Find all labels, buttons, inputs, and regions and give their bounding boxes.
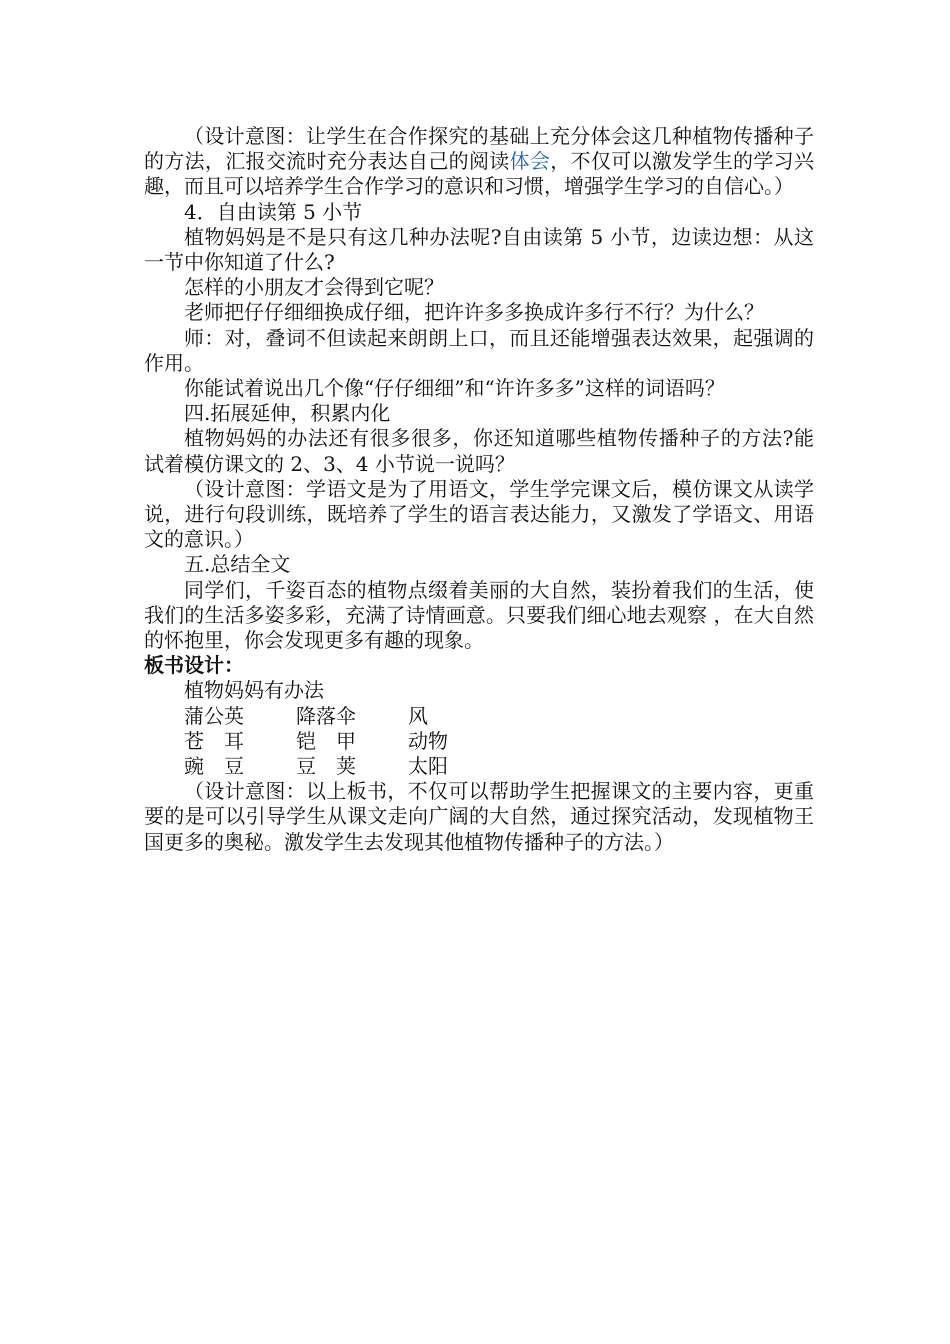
board-cell: 风	[408, 703, 428, 728]
board-row	[144, 704, 814, 729]
section-heading-summary: 五.总结全文	[184, 552, 291, 577]
design-intent-paragraph-2: （设计意图：学语文是为了用语文，学生学完课文后，模仿课文从读学说，进行句段训练，既培养了学生的语言表达能力，又激发了学语文、用语文的意识。）	[144, 476, 814, 552]
board-cell: 动物	[408, 728, 448, 753]
step-heading: 4．自由读第 5 小节	[184, 199, 363, 224]
board-cell: 豌 豆	[184, 754, 244, 779]
paragraph: 同学们，千姿百态的植物点缀着美丽的大自然，装扮着我们的生活，使我们的生活多姿多彩，充满了诗情画意。只要我们细心地去观察 ，在大自然的怀抱里，你会发现更多有趣的现象。	[144, 577, 814, 653]
board-cell: 豆 荚	[296, 754, 356, 779]
paragraph: 师：对，叠词不但读起来朗朗上口，而且还能增强表达效果，起强调的作用。	[144, 325, 814, 375]
board-cell: 铠 甲	[296, 728, 356, 753]
board-design-heading: 板书设计：	[144, 653, 244, 678]
document-body	[144, 124, 814, 855]
hyperlink-tihui[interactable]: 体会	[509, 149, 551, 174]
board-row	[144, 754, 814, 779]
board-cell: 蒲公英	[184, 703, 244, 728]
paragraph: 植物妈妈的办法还有很多很多，你还知道哪些植物传播种子的方法?能试着模仿课文的 2、3、4 小节说一说吗？	[144, 426, 814, 476]
board-row	[144, 729, 814, 754]
paragraph-text: （设计意图：让学生在合作探究的基础上充分体会这几种植物传播种子的方法，汇报交流时充分表达自己的阅读	[144, 124, 814, 174]
board-cell: 太阳	[408, 754, 448, 779]
design-intent-paragraph-1	[144, 124, 814, 200]
board-cell: 降落伞	[296, 703, 356, 728]
paragraph: 老师把仔仔细细换成仔细，把许许多多换成许多行不行？为什么？	[184, 300, 764, 325]
section-heading-extend: 四.拓展延伸，积累内化	[184, 401, 391, 426]
board-title: 植物妈妈有办法	[184, 678, 324, 703]
paragraph: 你能试着说出几个像“仔仔细细”和“许许多多”这样的词语吗？	[184, 376, 725, 401]
paragraph-text: ，不仅可以激发学生的学习兴趣，而且可以培养学生合作学习的意识和习惯，增强学生学习的自信心。）	[144, 149, 814, 199]
paragraph: 植物妈妈是不是只有这几种办法呢?自由读第 5 小节，边读边想：从这一节中你知道了什么?	[144, 224, 814, 275]
board-cell: 苍 耳	[184, 728, 244, 753]
paragraph: 怎样的小朋友才会得到它呢？	[184, 275, 444, 300]
design-intent-paragraph-3: （设计意图：以上板书，不仅可以帮助学生把握课文的主要内容，更重要的是可以引导学生从课文走向广阔的大自然，通过探究活动，发现植物王国更多的奥秘。激发学生去发现其他植物传播种子的方法。）	[144, 779, 814, 854]
